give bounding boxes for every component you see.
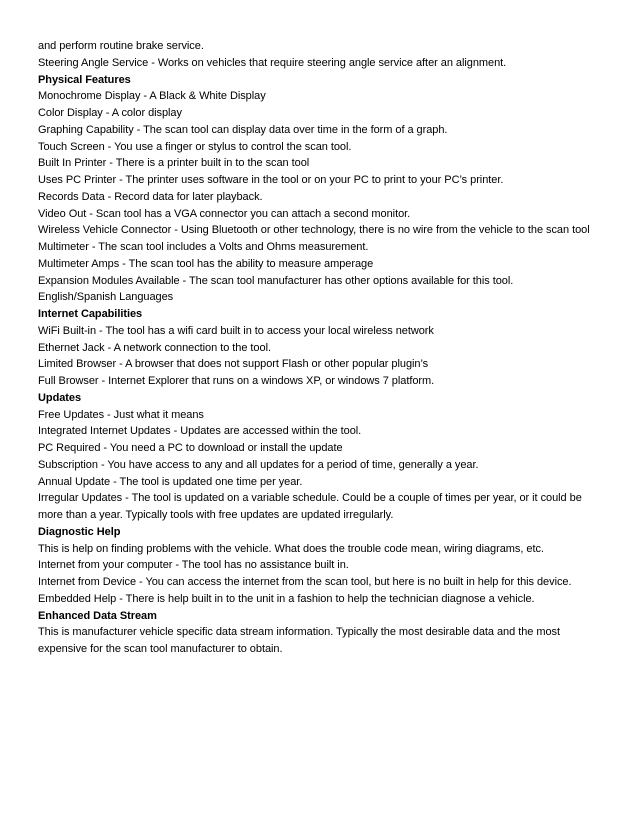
section-heading-diagnostic-help: Diagnostic Help (38, 525, 121, 538)
text-line: more than a year. Typically tools with free updates are updated irregularly. (38, 509, 394, 521)
text-line: Expansion Modules Available - The scan tool manufacturer has other options available for this tool. (38, 274, 514, 287)
text-line: Multimeter Amps - The scan tool has the ability to measure amperage (38, 257, 374, 270)
text-line: Internet from Device - You can access the internet from the scan tool, but here is no built in help for this device. (38, 576, 572, 588)
text-line: This is help on finding problems with the vehicle. What does the trouble code mean, wiring diagrams, etc. (38, 542, 544, 555)
text-line: Embedded Help - There is help built in to the unit in a fashion to help the technician diagnose a vehicle. (38, 592, 535, 605)
text-line: Color Display - A color display (38, 107, 182, 119)
text-line: Touch Screen - You use a finger or stylus to control the scan tool. (38, 140, 352, 153)
text-line: English/Spanish Languages (38, 291, 174, 304)
text-line: This is manufacturer vehicle specific data stream information. Typically the most desirable data and the most (38, 626, 560, 639)
text-line: WiFi Built-in - The tool has a wifi card built in to access your local wireless network (38, 324, 434, 337)
section-heading-updates: Updates (38, 391, 82, 404)
text-line: PC Required - You need a PC to download or install the update (38, 442, 343, 454)
text-line: Integrated Internet Updates - Updates are accessed within the tool. (38, 425, 362, 438)
text-line: Subscription - You have access to any and all updates for a period of time, generally a year. (38, 458, 479, 471)
text-line: Annual Update - The tool is updated one time per year. (38, 475, 303, 488)
text-line: and perform routine brake service. (38, 40, 204, 52)
text-line: Uses PC Printer - The printer uses software in the tool or on your PC to print to your PC’s printer. (38, 174, 504, 186)
text-line: Video Out - Scan tool has a VGA connector you can attach a second monitor. (38, 207, 411, 220)
text-line: Graphing Capability - The scan tool can display data over time in the form of a graph. (38, 123, 448, 136)
text-line: Wireless Vehicle Connector - Using Bluetooth or other technology, there is no wire from the vehicle to the scan tool (38, 224, 590, 237)
section-heading-enhanced-data-stream: Enhanced Data Stream (38, 609, 157, 622)
text-line: Limited Browser - A browser that does not support Flash or other popular plugin’s (38, 358, 429, 371)
text-line: Ethernet Jack - A network connection to the tool. (38, 341, 271, 354)
text-line: Built In Printer - There is a printer built in to the scan tool (38, 157, 310, 170)
text-line: Steering Angle Service - Works on vehicles that require steering angle service after an alignment. (38, 56, 507, 69)
text-line: Internet from your computer - The tool has no assistance built in. (38, 559, 349, 572)
text-line: Multimeter - The scan tool includes a Volts and Ohms measurement. (38, 241, 369, 253)
section-heading-physical-features: Physical Features (38, 73, 131, 86)
text-line: Irregular Updates - The tool is updated on a variable schedule. Could be a couple of times per year, or it could be (38, 492, 582, 505)
text-line: Records Data - Record data for later playback. (38, 190, 263, 203)
text-line: Full Browser - Internet Explorer that runs on a windows XP, or windows 7 platform. (38, 375, 435, 387)
text-line: expensive for the scan tool manufacturer to obtain. (38, 643, 283, 655)
section-heading-internet-capabilities: Internet Capabilities (38, 308, 143, 320)
document-page (38, 38, 603, 658)
text-line: Free Updates - Just what it means (38, 408, 204, 421)
text-line: Monochrome Display - A Black & White Display (38, 90, 266, 103)
